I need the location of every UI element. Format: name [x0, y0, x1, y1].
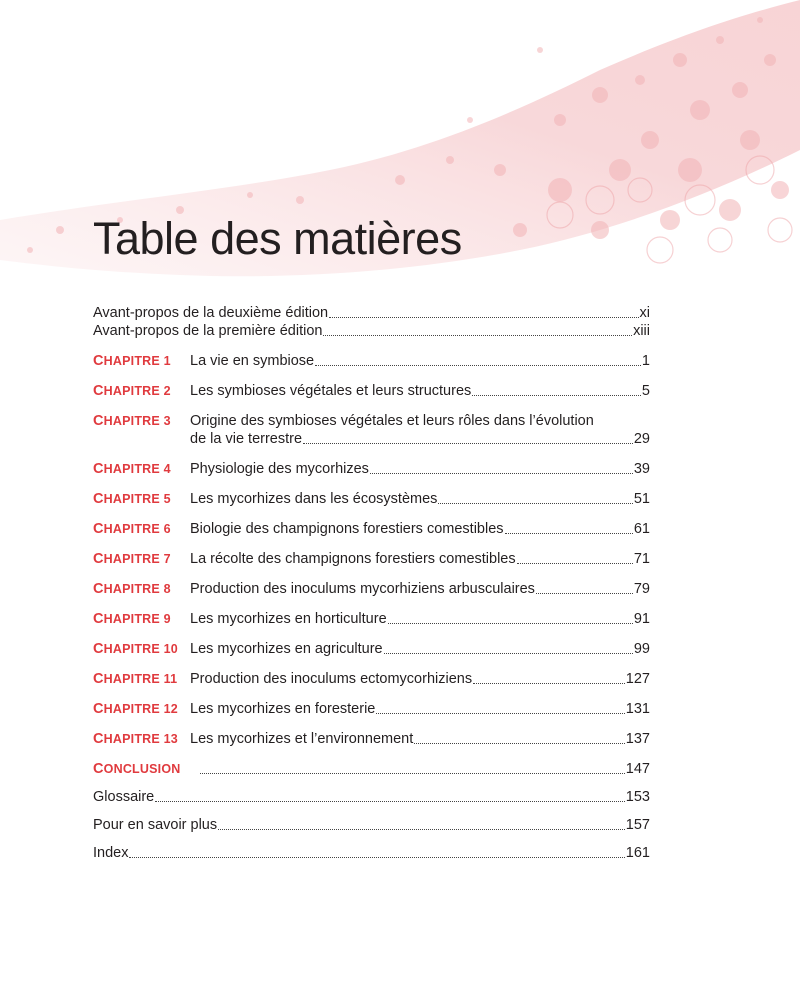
page-number: xiii	[633, 323, 650, 339]
toc-entry[interactable]	[93, 670, 650, 688]
page-number: 153	[625, 789, 650, 805]
toc-entry[interactable]	[93, 412, 650, 448]
toc-entry-title: Physiologie des mycorhizes	[190, 461, 369, 477]
chapter-label: CHAPITRE 11	[93, 671, 178, 687]
toc-entry-title: Biologie des champignons forestiers comestibles	[190, 521, 504, 537]
leader-dots	[155, 800, 625, 802]
leader-dots	[438, 502, 632, 504]
page-number: 5	[641, 383, 650, 399]
toc-entry-title: Production des inoculums ectomycorhiziens	[190, 671, 473, 687]
toc-entry[interactable]	[93, 322, 650, 340]
toc-entry-title: Les mycorhizes dans les écosystèmes	[190, 491, 438, 507]
page-number: 137	[625, 731, 650, 747]
toc-entry-title: Glossaire	[93, 789, 155, 805]
toc-entry-title: Avant-propos de la première édition	[93, 323, 323, 339]
toc-entry-title: Les symbioses végétales et leurs structures	[190, 383, 472, 399]
toc-entry[interactable]	[93, 490, 650, 508]
toc-entry[interactable]	[93, 460, 650, 478]
decorative-background	[0, 0, 800, 320]
chapter-label: CHAPITRE 5	[93, 491, 171, 507]
chapter-label: CHAPITRE 12	[93, 701, 178, 717]
page-number: 161	[625, 845, 650, 861]
leader-dots	[303, 442, 633, 444]
page-number: 71	[633, 551, 650, 567]
toc-entry-title: Index	[93, 845, 129, 861]
chapter-label: CONCLUSION	[93, 761, 181, 777]
toc-entry-title: Les mycorhizes en horticulture	[190, 611, 387, 627]
page-number: 131	[625, 701, 650, 717]
chapter-label: CHAPITRE 7	[93, 551, 171, 567]
page-number: 29	[633, 431, 650, 447]
toc-entry[interactable]	[93, 640, 650, 658]
leader-dots	[329, 316, 638, 318]
leader-dots	[472, 394, 641, 396]
toc-entry[interactable]	[93, 304, 650, 322]
page-number: 1	[641, 353, 650, 369]
toc-entry[interactable]	[93, 610, 650, 628]
toc-entry[interactable]	[93, 352, 650, 370]
table-of-contents	[93, 304, 650, 862]
chapter-label: CHAPITRE 3	[93, 413, 171, 429]
page-number: 91	[633, 611, 650, 627]
leader-dots	[517, 562, 633, 564]
toc-entry-title: La vie en symbiose	[190, 353, 315, 369]
chapter-label: CHAPITRE 8	[93, 581, 171, 597]
leader-dots	[376, 712, 624, 714]
toc-entry[interactable]	[93, 700, 650, 718]
toc-entry-title: Origine des symbioses végétales et leurs rôles dans l’évolution	[190, 413, 594, 429]
chapter-label: CHAPITRE 6	[93, 521, 171, 537]
page-title: Table des matières	[93, 213, 462, 264]
chapter-label: CHAPITRE 4	[93, 461, 171, 477]
toc-entry-title: Avant-propos de la deuxième édition	[93, 305, 329, 321]
leader-dots	[129, 856, 624, 858]
page-number: 51	[633, 491, 650, 507]
toc-entry[interactable]	[93, 816, 650, 834]
page-number: xi	[639, 305, 650, 321]
leader-dots	[200, 772, 625, 774]
toc-entry-title: Les mycorhizes en agriculture	[190, 641, 383, 657]
chapter-label: CHAPITRE 2	[93, 383, 171, 399]
toc-entry[interactable]	[93, 580, 650, 598]
toc-entry-title: Production des inoculums mycorhiziens arbusculaires	[190, 581, 535, 597]
page-number: 147	[625, 761, 650, 777]
toc-entry-title-continued: de la vie terrestre	[190, 431, 303, 447]
toc-entry-title: Pour en savoir plus	[93, 817, 218, 833]
leader-dots	[370, 472, 633, 474]
toc-entry[interactable]	[93, 550, 650, 568]
toc-entry-title: La récolte des champignons forestiers comestibles	[190, 551, 516, 567]
toc-entry[interactable]	[93, 520, 650, 538]
page-number: 157	[625, 817, 650, 833]
toc-entry-title: Les mycorhizes en foresterie	[190, 701, 376, 717]
leader-dots	[414, 742, 625, 744]
leader-dots	[473, 682, 625, 684]
chapter-label: CHAPITRE 1	[93, 353, 171, 369]
page-number: 79	[633, 581, 650, 597]
leader-dots	[323, 334, 632, 336]
toc-entry[interactable]	[93, 788, 650, 806]
chapter-label: CHAPITRE 13	[93, 731, 178, 747]
page-number: 61	[633, 521, 650, 537]
leader-dots	[315, 364, 641, 366]
leader-dots	[505, 532, 633, 534]
leader-dots	[388, 622, 633, 624]
toc-entry[interactable]	[93, 382, 650, 400]
page-number: 127	[625, 671, 650, 687]
toc-entry-title: Les mycorhizes et l’environnement	[190, 731, 414, 747]
page-number: 99	[633, 641, 650, 657]
leader-dots	[384, 652, 633, 654]
toc-entry[interactable]	[93, 844, 650, 862]
toc-entry[interactable]	[93, 730, 650, 748]
toc-entry[interactable]	[93, 760, 650, 778]
leader-dots	[536, 592, 633, 594]
chapter-label: CHAPITRE 10	[93, 641, 178, 657]
chapter-label: CHAPITRE 9	[93, 611, 171, 627]
leader-dots	[218, 828, 625, 830]
page-number: 39	[633, 461, 650, 477]
